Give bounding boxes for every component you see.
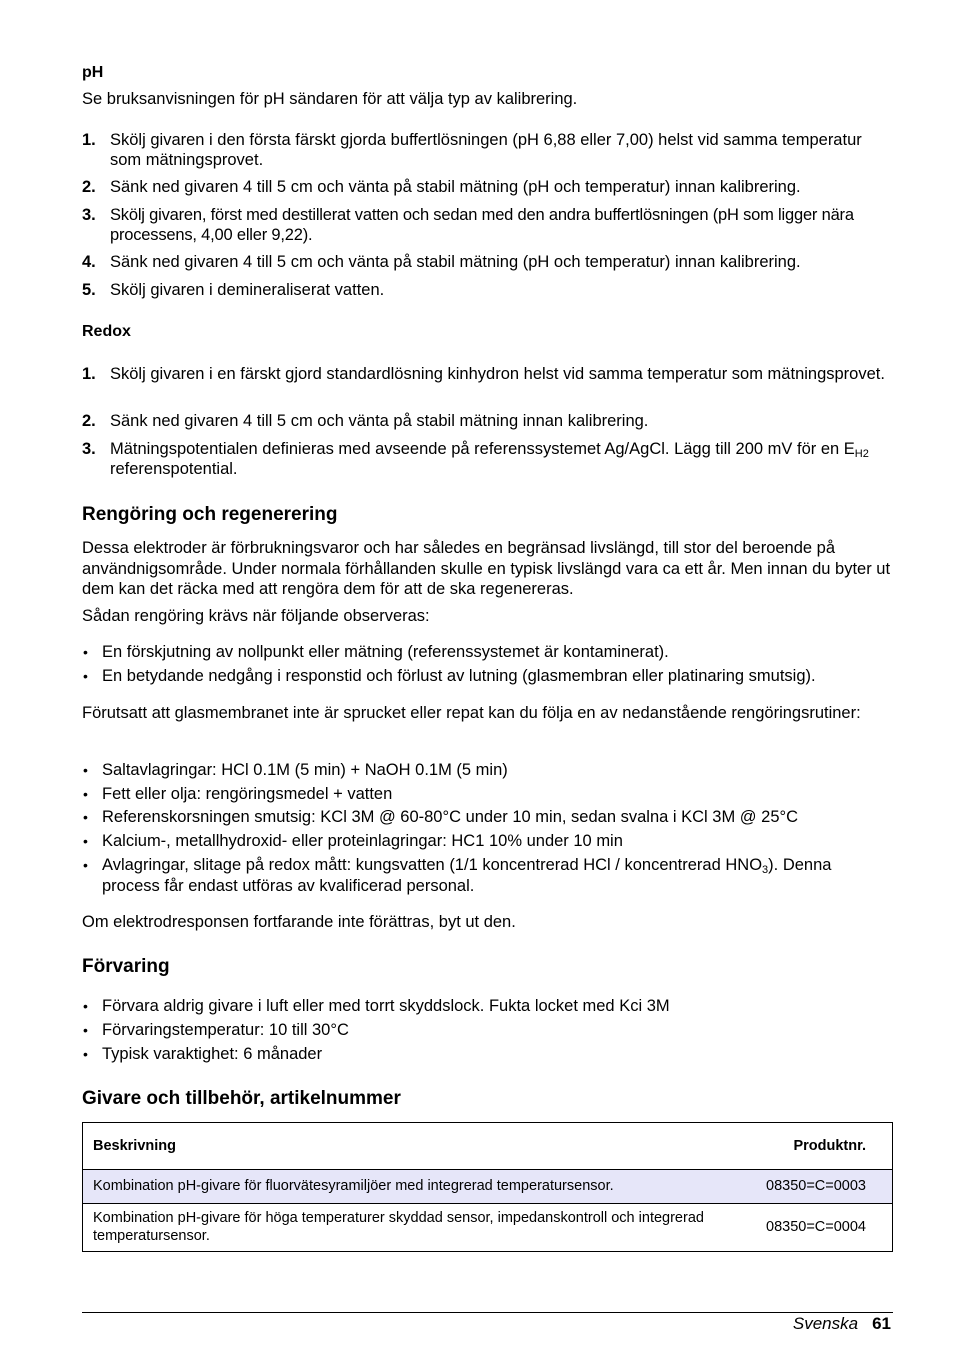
cell-product-number: 08350=C=0004 — [766, 1219, 866, 1235]
storage-heading: Förvaring — [82, 956, 170, 977]
routine-item: • Referenskorsningen smutsig: KCl 3M @ 60-80°C under 10 min, sedan svalna i KCl 3M @ 25°C — [83, 808, 799, 826]
redox-step: 1. Skölj givaren i en färskt gjord standardlösning kinhydron helst vid samma temperatur som mätningsprovet. — [82, 365, 885, 383]
ph-step: 1. Skölj givaren i den första färskt gjorda buffertlösningen (pH 6,88 eller 7,00) helst vid samma temperatur som mätningsprovet. — [82, 131, 862, 169]
bullet-icon: • — [83, 762, 88, 778]
observation-item: • En förskjutning av nollpunkt eller mätning (referenssystemet är kontaminerat). — [83, 643, 669, 661]
bullet-icon: • — [83, 668, 88, 684]
footer-language: Svenska — [792, 1314, 859, 1333]
column-header-description: Beskrivning — [93, 1138, 176, 1154]
cell-product-number: 08350=C=0003 — [766, 1178, 866, 1194]
table-row — [83, 1204, 892, 1251]
cleaning-paragraph: Dessa elektroder är förbrukningsvaror och har således en begränsad livslängd, till stor del beroende på användnigsområde. Under normala förhållanden skulle en typisk livslängd vara ca ett år. Men innan du byter ut dem kan det räcka med att rengöra dem för att de ska regenereras. — [82, 539, 891, 598]
page-footer — [793, 1314, 891, 1334]
redox-step: 3. Mätningspotentialen definieras med avseende på referenssystemet Ag/AgCl. Lägg till 200 mV för en $E_{H2}$ referenspotential. — [82, 440, 869, 478]
storage-item: • Förvaringstemperatur: 10 till 30°C — [83, 1021, 349, 1039]
bullet-icon: • — [83, 1046, 88, 1062]
ph-step: 5. Skölj givaren i demineraliserat vatten. — [82, 281, 385, 299]
bullet-icon: • — [83, 857, 88, 873]
cleaning-paragraph: Förutsatt att glasmembranet inte är sprucket eller repat kan du följa en av nedanstående rengöringsrutiner: — [82, 704, 861, 722]
routine-item: • Fett eller olja: rengöringsmedel + vatten — [83, 785, 393, 803]
table-header-row — [83, 1123, 892, 1170]
redox-step: 2. Sänk ned givaren 4 till 5 cm och vänta på stabil mätning innan kalibrering. — [82, 412, 649, 430]
bullet-icon: • — [83, 998, 88, 1014]
bullet-icon: • — [83, 786, 88, 802]
bullet-icon: • — [83, 809, 88, 825]
cell-description: Kombination pH-givare för fluorvätesyramiljöer med integrerad temperatursensor. — [93, 1178, 614, 1194]
routine-item: • Avlagringar, slitage på redox mått: kungsvatten (1/1 koncentrerad HCl / koncentrerad $HNO_3$). Denna process får endast utföras av kvalificerad personal. — [83, 856, 832, 895]
routine-item: • Kalcium-, metallhydroxid- eller proteinlagringar: HC1 10% under 10 min — [83, 832, 623, 850]
page-number: 61 — [872, 1314, 891, 1333]
ph-step: 3. Skölj givaren, först med destillerat vatten och sedan med den andra buffertlösningen (pH som ligger nära processens, 4,00 eller 9,22). — [82, 206, 854, 244]
redox-heading: Redox — [82, 323, 131, 340]
routine-item: • Saltavlagringar: HCl 0.1M (5 min) + NaOH 0.1M (5 min) — [83, 761, 508, 779]
ph-step: 2. Sänk ned givaren 4 till 5 cm och vänta på stabil mätning (pH och temperatur) innan kalibrering. — [82, 178, 801, 196]
bullet-icon: • — [83, 644, 88, 660]
footer-divider — [82, 1312, 893, 1313]
cleaning-closing: Om elektrodresponsen fortfarande inte förättras, byt ut den. — [82, 913, 516, 931]
parts-table — [82, 1122, 893, 1252]
table-row — [83, 1170, 892, 1204]
ph-intro: Se bruksanvisningen för pH sändaren för att välja typ av kalibrering. — [82, 90, 578, 108]
cleaning-paragraph: Sådan rengöring krävs när följande observeras: — [82, 607, 430, 625]
observation-item: • En betydande nedgång i responstid och förlust av lutning (glasmembran eller platinaring smutsig). — [83, 667, 816, 685]
column-header-product-number: Produktnr. — [793, 1138, 866, 1154]
parts-heading: Givare och tillbehör, artikelnummer — [82, 1088, 401, 1109]
bullet-icon: • — [83, 1022, 88, 1038]
bullet-icon: • — [83, 833, 88, 849]
storage-item: • Förvara aldrig givare i luft eller med torrt skyddslock. Fukta locket med Kci 3M — [83, 997, 670, 1015]
ph-heading: pH — [82, 64, 104, 81]
storage-item: • Typisk varaktighet: 6 månader — [83, 1045, 323, 1063]
ph-step: 4. Sänk ned givaren 4 till 5 cm och vänta på stabil mätning (pH och temperatur) innan kalibrering. — [82, 253, 801, 271]
cleaning-heading: Rengöring och regenerering — [82, 504, 338, 525]
cell-description: Kombination pH-givare för höga temperaturer skyddad sensor, impedanskontroll och integrerad temperatursensor. — [93, 1210, 704, 1244]
